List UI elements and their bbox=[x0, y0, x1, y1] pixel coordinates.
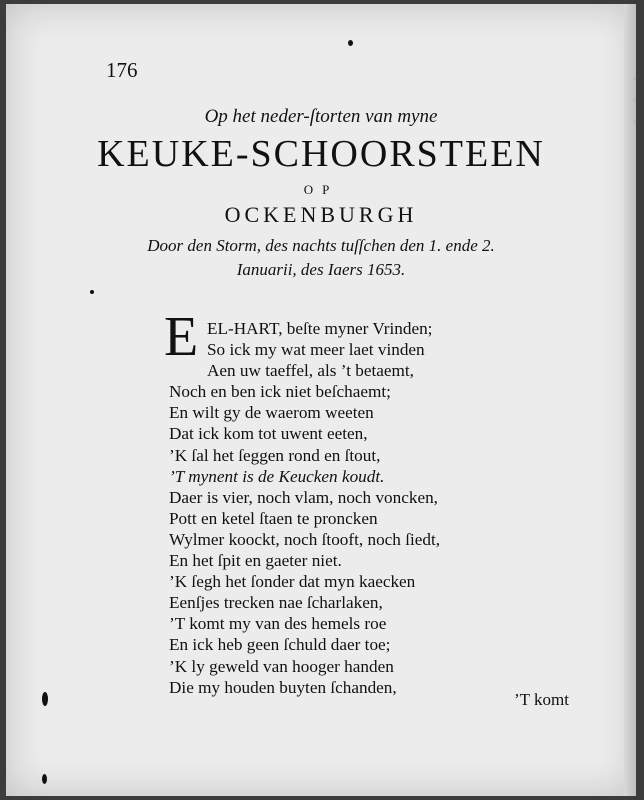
poem-body bbox=[169, 318, 509, 698]
subtitle-line-1: Door den Storm, des nachts tuſſchen den 1. ende 2. bbox=[147, 236, 495, 255]
subtitle-line-2: Ianuarii, des Iaers 1653. bbox=[236, 260, 406, 279]
poem-line: Dat ick kom tot uwent eeten, bbox=[169, 424, 368, 444]
title-op: OP bbox=[303, 182, 339, 197]
poem-line: Pott en ketel ſtaen te proncken bbox=[169, 508, 378, 528]
title-place: OCKENBURGH bbox=[224, 202, 418, 227]
poem-line: ’T mynent is de Keucken koudt. bbox=[169, 466, 385, 486]
title-line-1: Op het neder-ſtorten van myne bbox=[204, 106, 438, 127]
drop-cap: E bbox=[164, 306, 199, 368]
poem-line: En wilt gy de waerom weeten bbox=[169, 403, 374, 423]
poem-line: Die my houden buyten ſchanden, bbox=[169, 677, 397, 697]
poem-line: En ick heb geen ſchuld daer toe; bbox=[169, 635, 391, 655]
poem-line: Aen uw taeffel, als ’t betaemt, bbox=[207, 361, 414, 381]
poem-line: ’K ly geweld van hooger handen bbox=[169, 656, 394, 676]
ink-spot bbox=[348, 40, 353, 46]
catchword: ’T komt bbox=[514, 690, 569, 709]
poem-line: Eenſjes trecken nae ſcharlaken, bbox=[169, 593, 383, 613]
ink-spot bbox=[90, 290, 94, 294]
title-main: KEUKE-SCHOORSTEEN bbox=[97, 133, 545, 175]
poem-line: Daer is vier, noch vlam, noch voncken, bbox=[169, 487, 438, 507]
poem-line: So ick my wat meer laet vinden bbox=[207, 340, 425, 360]
poem-line: ’T komt my van des hemels roe bbox=[169, 614, 387, 634]
poem-line: ’K ſegh het ſonder dat myn kaecken bbox=[169, 572, 416, 592]
poem-line: Noch en ben ick niet beſchaemt; bbox=[169, 382, 391, 402]
poem-line: EL-HART, beſte myner Vrinden; bbox=[207, 319, 433, 338]
page-number: 176 bbox=[106, 58, 138, 82]
ink-spot bbox=[42, 692, 48, 706]
poem-line: Wylmer koockt, noch ſtooft, noch ſiedt, bbox=[169, 529, 441, 549]
ink-spot bbox=[42, 774, 47, 784]
show-through-text: . . . bbox=[632, 68, 636, 126]
poem-line: ’K ſal het ſeggen rond en ſtout, bbox=[169, 445, 381, 465]
poem-line: En het ſpit en gaeter niet. bbox=[169, 551, 342, 571]
book-page bbox=[6, 4, 636, 796]
